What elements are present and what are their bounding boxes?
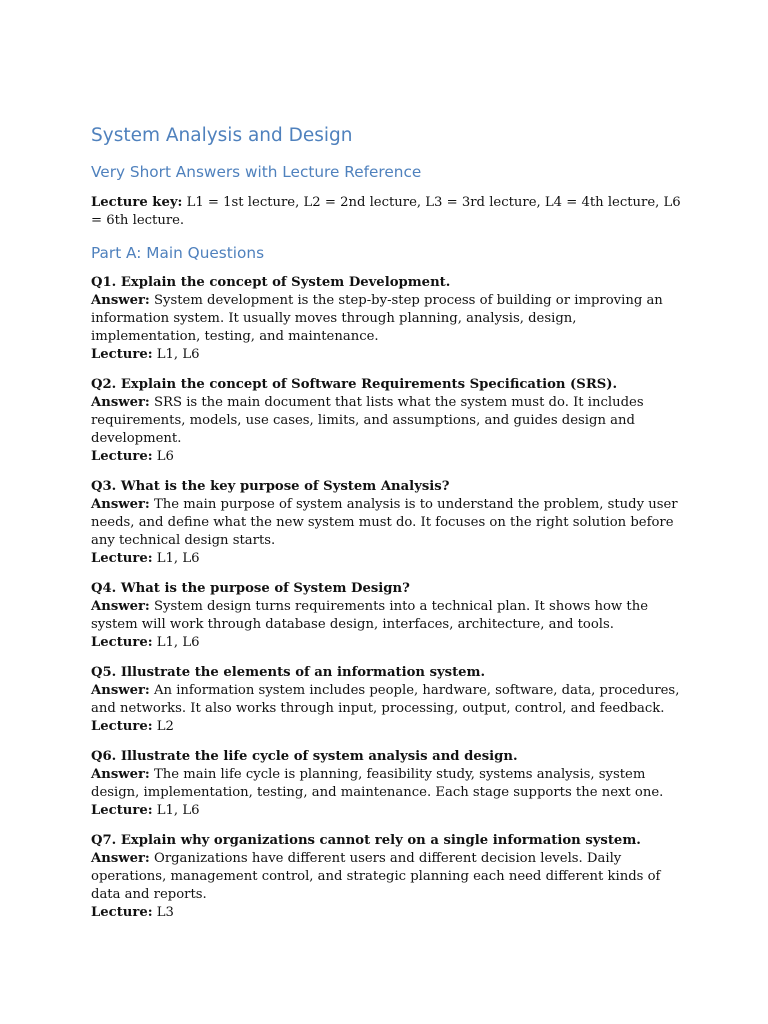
question-block (91, 274, 683, 364)
answer-text: System design turns requirements into a technical plan. It shows how the system will work through database design, interfaces, architecture, and tools. (91, 599, 649, 632)
lecture-value: L1, L6 (152, 551, 200, 566)
lecture-reference (91, 904, 683, 922)
question-text: Q7. Explain why organizations cannot rely on a single information system. (91, 833, 641, 848)
answer-paragraph (91, 682, 683, 718)
answer-label: Answer: (91, 293, 150, 308)
question-block (91, 832, 683, 922)
lecture-label: Lecture: (91, 449, 153, 464)
answer-label: Answer: (91, 395, 150, 410)
answer-label: Answer: (91, 497, 150, 512)
lecture-key-label: Lecture key: (91, 195, 183, 210)
question-text: Q3. What is the key purpose of System Analysis? (91, 479, 450, 494)
lecture-key-paragraph (91, 194, 683, 230)
lecture-value: L2 (152, 719, 174, 734)
answer-label: Answer: (91, 851, 150, 866)
lecture-value: L1, L6 (152, 635, 200, 650)
question-text: Q1. Explain the concept of System Development. (91, 275, 451, 290)
lecture-reference (91, 448, 683, 466)
answer-paragraph (91, 496, 683, 550)
question-text: Q4. What is the purpose of System Design? (91, 581, 410, 596)
lecture-label: Lecture: (91, 905, 153, 920)
answer-paragraph (91, 394, 683, 448)
question-block (91, 664, 683, 736)
question-text: Q6. Illustrate the life cycle of system analysis and design. (91, 749, 518, 764)
lecture-label: Lecture: (91, 803, 153, 818)
lecture-value: L3 (152, 905, 174, 920)
lecture-reference (91, 718, 683, 736)
lecture-key-text: L1 = 1st lecture, L2 = 2nd lecture, L3 = 3rd lecture, L4 = 4th lecture, L6 = 6th lecture. (91, 195, 681, 228)
answer-text: The main purpose of system analysis is to understand the problem, study user needs, and define what the new system must do. It focuses on the right solution before any technical design starts. (91, 497, 678, 548)
answer-paragraph (91, 766, 683, 802)
answer-text: The main life cycle is planning, feasibility study, systems analysis, system design, implementation, testing, and maintenance. Each stage supports the next one. (91, 767, 664, 800)
question-block (91, 376, 683, 466)
lecture-reference (91, 346, 683, 364)
lecture-label: Lecture: (91, 635, 153, 650)
lecture-value: L1, L6 (152, 803, 200, 818)
answer-label: Answer: (91, 767, 150, 782)
question-text: Q2. Explain the concept of Software Requirements Specification (SRS). (91, 377, 618, 392)
question-block (91, 580, 683, 652)
lecture-reference (91, 802, 683, 820)
answer-text: SRS is the main document that lists what the system must do. It includes requirements, models, use cases, limits, and assumptions, and guides design and development. (91, 395, 644, 446)
lecture-label: Lecture: (91, 551, 153, 566)
section-title: Part A: Main Questions (91, 244, 265, 262)
answer-text: Organizations have different users and different decision levels. Daily operations, management control, and strategic planning each need different kinds of data and reports. (91, 851, 661, 902)
lecture-value: L1, L6 (152, 347, 200, 362)
answer-text: An information system includes people, hardware, software, data, procedures, and networks. It also works through input, processing, output, control, and feedback. (91, 683, 680, 716)
document-subtitle: Very Short Answers with Lecture Reference (91, 163, 422, 181)
answer-label: Answer: (91, 599, 150, 614)
lecture-reference (91, 550, 683, 568)
lecture-label: Lecture: (91, 347, 153, 362)
question-text: Q5. Illustrate the elements of an information system. (91, 665, 486, 680)
answer-paragraph (91, 850, 683, 904)
lecture-reference (91, 634, 683, 652)
document-title: System Analysis and Design (91, 125, 353, 146)
document-body (91, 123, 683, 934)
answer-paragraph (91, 292, 683, 346)
answer-text: System development is the step-by-step process of building or improving an information system. It usually moves through planning, analysis, design, implementation, testing, and maintenance. (91, 293, 663, 344)
answer-label: Answer: (91, 683, 150, 698)
answer-paragraph (91, 598, 683, 634)
question-block (91, 748, 683, 820)
question-block (91, 478, 683, 568)
lecture-label: Lecture: (91, 719, 153, 734)
lecture-value: L6 (152, 449, 174, 464)
